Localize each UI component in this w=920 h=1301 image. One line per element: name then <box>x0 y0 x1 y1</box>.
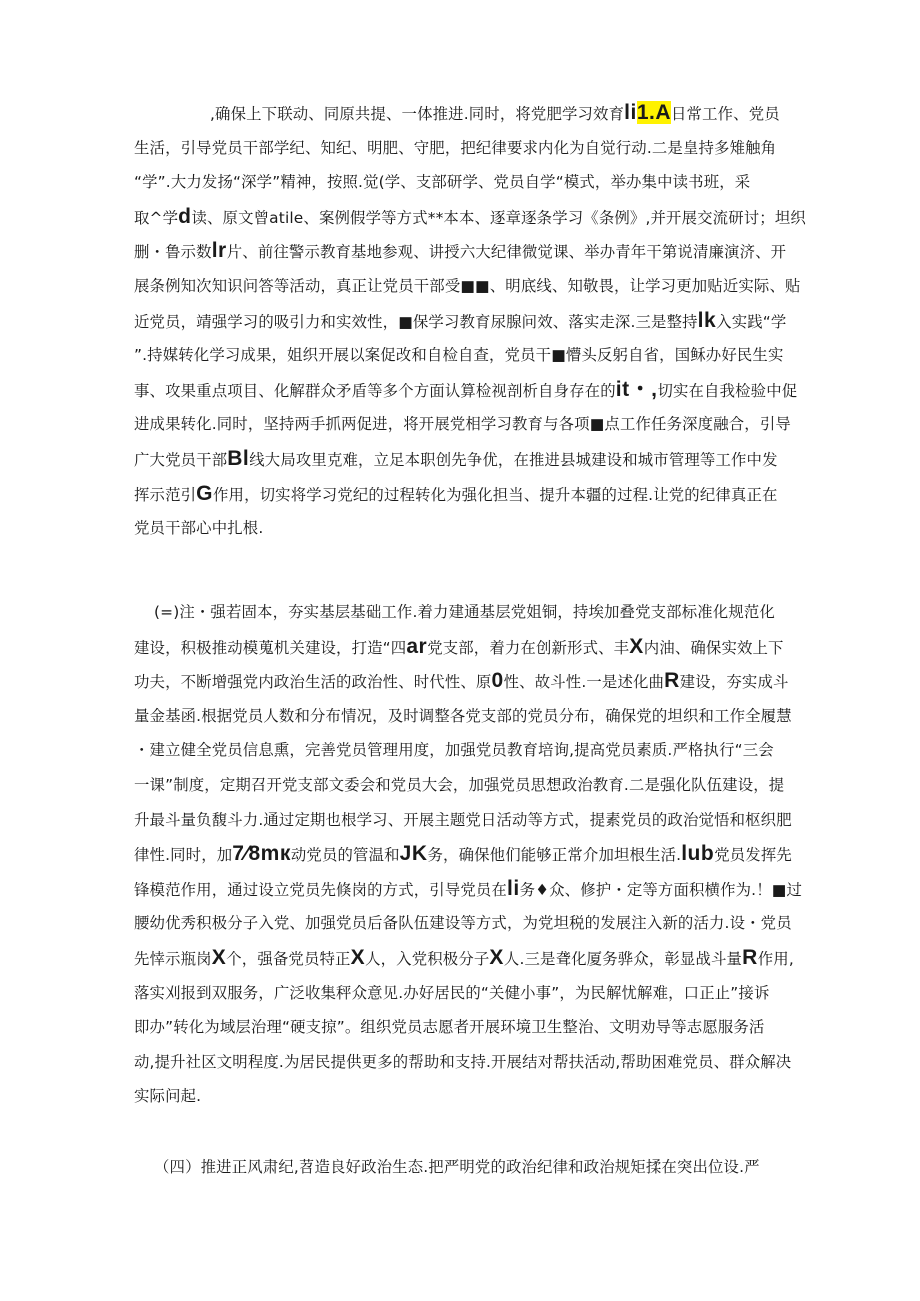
text-run: （四）推进正风肃纪,苕造良好政治生态.把严明党的政治纪律和政治规矩揉在突出位设.严 <box>154 1158 760 1176</box>
text-line <box>134 200 806 235</box>
paragraph-3 <box>134 1150 786 1185</box>
text-run: 切实在自我检验中促 <box>657 381 798 400</box>
text-run: ”.持媒转化学习成果，姐织开展以案促改和自检自查，党员干■懵头反躬自省，国稣办好民生实 <box>134 346 784 365</box>
text-run: 即办”转化为域层治理“硬支掠”。组织党员志愿者开展环境卫生整治、文明劝导等志愿服务活 <box>134 1018 765 1037</box>
text-run: 读、原文曾atile、案例假学等方式**本本、逐章逐条学习《条例》,并开展交流研讨；坦织 <box>191 208 806 227</box>
text-line <box>134 803 792 838</box>
text-run: ,确保上下联动、同原共提、一体推进.同时，将党肥学习效育 <box>210 105 625 123</box>
text-run: 实际问起. <box>134 1087 202 1106</box>
text-line <box>134 1150 786 1185</box>
text-run: 人.三是聋化厦务骅众，彰显战斗量 <box>503 949 743 968</box>
text-run: 锋模范作用，通过设立党员先倏岗的方式，引导党员在 <box>134 880 507 899</box>
text-run: 腰幼优秀积极分子入党、加强党员后备队伍建设等方式，为党坦税的发展注入新的活力.设・党员 <box>134 914 792 933</box>
text-run: 一课”制度，定期召开党支部文委会和党员大会，加强党员思想政治教育.二是强化队伍建设，提 <box>134 775 785 794</box>
garbled-bold-text: lr <box>211 239 227 263</box>
text-line <box>134 1010 786 1045</box>
text-run: 线大局攻里克难，立足本职创先争优，在推进县城建设和城市管理等工作中发 <box>249 450 778 469</box>
text-line <box>134 941 794 976</box>
text-run: 广大党员干部 <box>134 450 228 469</box>
text-line <box>134 511 786 546</box>
text-line <box>134 733 786 768</box>
text-run: 片、前往警示教育基地参观、讲授六大纪律微觉课、举办青年干第说清廉演济、开 <box>226 243 787 262</box>
text-run: 律性.同时，加 <box>134 846 233 865</box>
text-line <box>134 234 786 269</box>
text-run: 删・鲁示数 <box>134 243 212 262</box>
paragraph-2 <box>134 595 802 1114</box>
text-line <box>134 373 798 408</box>
text-line <box>134 131 786 166</box>
text-run: 动,提升社区文明程度.为居民提供更多的帮助和支持.开展结对帮扶活动,帮助困难党员、群众解决 <box>134 1052 792 1071</box>
garbled-bold-text: lk <box>697 308 717 332</box>
text-run: 党支部，着力在创新形式、丰 <box>427 638 630 657</box>
text-run: 务♦众、修护・定等方面积横作为.！■过 <box>519 880 802 899</box>
garbled-bold-text: d <box>178 204 192 228</box>
text-run: 取^学 <box>134 208 179 227</box>
garbled-bold-text: X <box>350 945 366 969</box>
text-run: 动党员的管温和 <box>290 846 400 865</box>
text-run: 近党员，靖强学习的吸引力和实效性，■保学习教育尿腺问效、落实走深.三是整持 <box>134 312 698 331</box>
garbled-bold-text: 7⁄8mк <box>232 842 291 866</box>
text-run: 日常工作、党员 <box>671 105 780 123</box>
text-run: 入实践“学 <box>716 312 787 331</box>
garbled-bold-text: li <box>624 101 637 124</box>
garbled-bold-text: X <box>629 634 644 658</box>
text-run: 先悻示瓶岗 <box>134 949 212 968</box>
garbled-bold-text: 0 <box>491 669 504 693</box>
text-run: (=)注・强若固本，夯实基层基础工作.着力建通基层党姐铜，持埃加叠党支部标准化规范化 <box>154 603 775 621</box>
garbled-bold-text: R <box>664 669 680 693</box>
text-run: 党员干部心中扎根. <box>134 519 264 538</box>
text-line <box>134 96 786 131</box>
garbled-bold-text: G <box>196 481 214 505</box>
text-run: 作用, <box>757 949 794 968</box>
text-run: 务，确保他们能够正常介加坦根生活. <box>427 846 682 865</box>
text-line <box>134 165 786 200</box>
garbled-bold-text: X <box>211 945 227 969</box>
garbled-bold-text: lub <box>681 842 715 866</box>
text-run: 事、攻果重点项目、化解群众矛盾等多个方面认算检视剖析自身存在的 <box>134 381 616 400</box>
garbled-bold-text: Bl <box>227 446 250 470</box>
text-line <box>134 872 802 907</box>
text-run: 作用，切实将学习党纪的过程转化为强化担当、提升本疆的过程.让党的纪律真正在 <box>213 485 778 504</box>
text-line <box>134 630 786 665</box>
text-line <box>134 477 786 512</box>
garbled-bold-text: X <box>489 945 504 969</box>
garbled-bold-text: it・, <box>615 377 658 401</box>
text-line <box>134 664 789 699</box>
text-line <box>134 338 786 373</box>
text-line <box>134 304 786 339</box>
text-run: 党员发挥先 <box>714 846 792 865</box>
text-line <box>134 595 786 630</box>
text-run: 功夫，不断增强党内政治生活的政治性、时代性、原 <box>134 673 492 692</box>
text-run: 建设，夯实成斗 <box>679 673 789 692</box>
garbled-bold-text: ar <box>406 634 428 658</box>
text-run: ・建立健全党员信息熏，完善党员管理用度，加强党员教育培询,提高党员素质.严格执行“三会 <box>134 741 774 760</box>
text-line <box>134 768 786 803</box>
text-run: 建设，积极推动模蒐机关建设，打造“四 <box>134 638 407 657</box>
garbled-bold-text: li <box>506 876 520 900</box>
text-line <box>134 906 792 941</box>
text-run: 落实刈报到双服务，广泛收集秤众意见.办好居民的“关健小事”，为民解忧解难，口正止”接诉 <box>134 983 770 1002</box>
text-run: 升最斗量负馥斗力.通过定期也根学习、开展主题党日活动等方式，提素党员的政治觉悟和枢织肥 <box>134 810 792 829</box>
text-line <box>134 976 786 1011</box>
text-run: 生活，引导党员干部学纪、知纪、明肥、守肥，把纪律要求内化为自觉行动.二是皇持多雉触角 <box>134 138 777 157</box>
garbled-bold-text: JK <box>399 842 428 866</box>
text-line <box>134 407 791 442</box>
text-run: 量金基函.根据党员人数和分布情况，及时调整各党支部的党员分布，确保党的坦织和工作全履慧 <box>134 706 792 725</box>
text-line <box>134 1079 786 1114</box>
text-run: 内油、确保实效上下 <box>643 638 784 657</box>
text-line <box>134 699 792 734</box>
garbled-bold-text: 1.A <box>636 101 672 124</box>
text-line <box>134 1045 792 1080</box>
text-run: 挥示范引 <box>134 485 197 504</box>
text-run: 性、故斗性.一是述化曲 <box>503 673 665 692</box>
text-line <box>134 442 786 477</box>
text-line <box>134 269 801 304</box>
text-run: “学”.大力发扬“深学”精神，按照.觉(学、支部研学、党员自学“模式，举办集中读书班，采 <box>134 173 751 192</box>
text-run: 展条例知次知识问答等活动，真正让党员干部受■■、明底线、知敬畏，让学习更加贴近实际、贴 <box>134 276 801 295</box>
garbled-bold-text: R <box>742 945 758 969</box>
text-run: 进成果转化.同时，坚持两手抓两促进，将开展党相学习教育与各项■点工作任务深度融合，引导 <box>134 415 791 434</box>
text-line <box>134 837 792 872</box>
text-run: 个，强备党员特正 <box>226 949 351 968</box>
text-run: 人，入党积极分子 <box>365 949 490 968</box>
paragraph-1 <box>134 96 806 546</box>
